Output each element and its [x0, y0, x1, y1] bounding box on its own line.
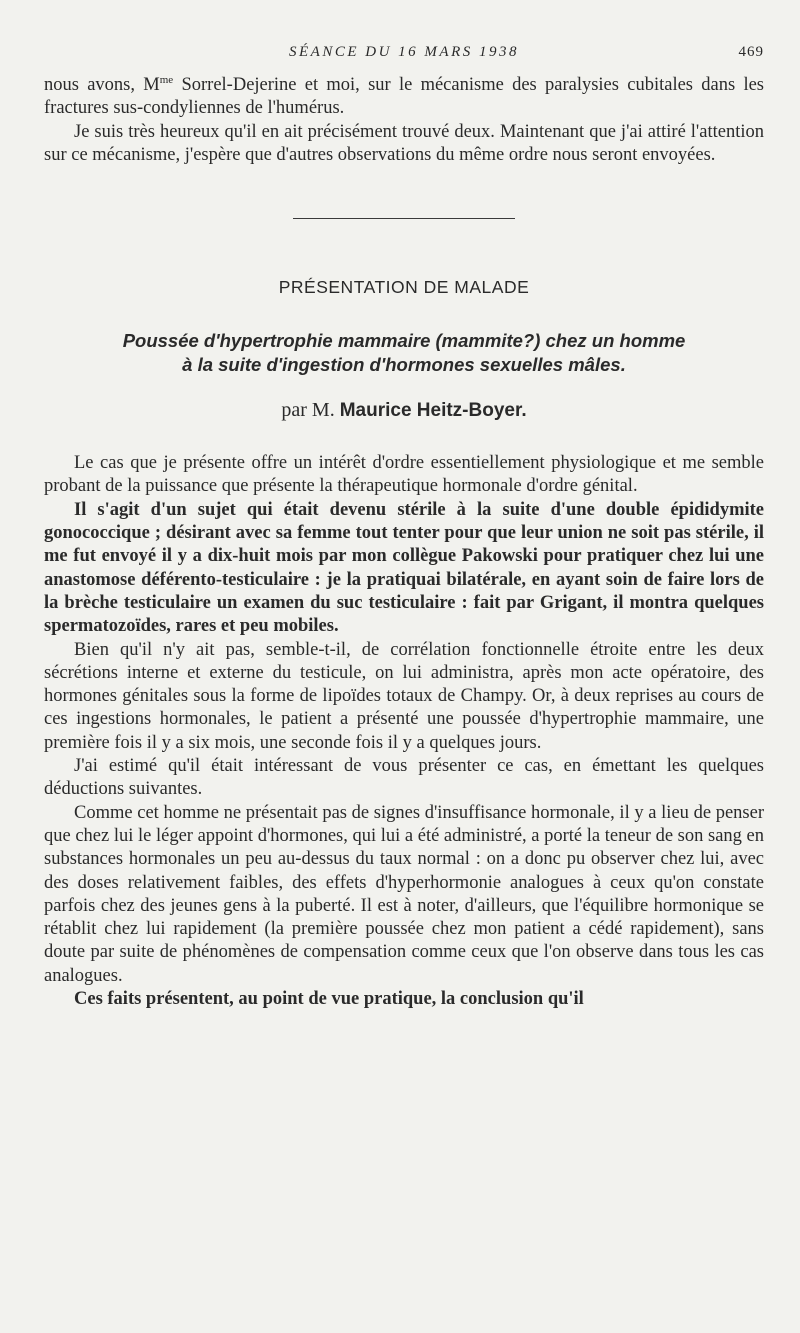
document-page — [44, 44, 764, 1011]
intro-paragraph-2: Je suis très heureux qu'il en ait précisément trouvé deux. Maintenant que j'ai attiré l'attention sur ce mécanisme, j'espère que d'autres observations du même ordre nous seront envoyées. — [44, 121, 764, 165]
body-paragraph: Bien qu'il n'y ait pas, semble-t-il, de corrélation fonctionnelle étroite entre les deux sécrétions interne et externe du testicule, on lui administra, après mon acte opératoire, des hormones génitales sous la forme de lipoïdes totaux de Champy. Or, à deux reprises au cours de ces ingestions hormonales, le patient a présenté une poussée d'hypertrophie mammaire, une première fois il y a six mois, une seconde fois il y a quelques jours. — [44, 639, 764, 753]
body-paragraph: Il s'agit d'un sujet qui était devenu stérile à la suite d'une double épididymite gonococcique ; désirant avec sa femme tout tenter pour que leur union ne soit pas stérile, il me fut envoyé il y a dix-huit mois par mon collègue Pakowski pour pratiquer chez lui une anastomose déférento-testiculaire : je la pratiquai bilatérale, en ayant soin de faire lors de la brèche testiculaire un examen du suc testiculaire : fait par Grigant, il montra quelques spermatozoïdes, rares et peu mobiles. — [44, 499, 764, 637]
byline-prefix: par M. — [281, 399, 340, 422]
body-paragraph: J'ai estimé qu'il était intéressant de vous présenter ce cas, en émettant les quelques déductions suivantes. — [44, 756, 764, 800]
running-head — [44, 44, 764, 70]
superscript: me — [159, 73, 174, 86]
body-paragraph: Le cas que je présente offre un intérêt d'ordre essentiellement physiologique et me semble probant de la puissance que présente la thérapeutique hormonale d'ordre génital. — [44, 453, 764, 497]
body-paragraph: Comme cet homme ne présentait pas de signes d'insuffisance hormonale, il y a lieu de penser que chez lui le léger appoint d'hormones, qui lui a été administré, a porté la teneur de son sang en substances hormonales un peu au-dessus du taux normal : on a donc pu observer chez lui, avec des doses relativement faibles, des effets d'hyperhormonie analogues à ceux qu'on constate parfois chez des jeunes gens à la puberté. Il est à noter, d'ailleurs, que l'équilibre hormonique se rétablit chez lui rapidement (la première poussée chez mon patient a cédé rapidement), sans doute par suite de phénomènes de compensation comme ceux que l'on observe dans tous les cas analogues. — [44, 802, 764, 986]
section-divider — [293, 218, 515, 219]
body-paragraph: Ces faits présentent, au point de vue pratique, la conclusion qu'il — [74, 989, 584, 1010]
article-title — [44, 329, 764, 377]
running-head-title: SÉANCE DU 16 MARS 1938 — [289, 44, 519, 60]
article-title-line-2: à la suite d'ingestion d'hormones sexuelles mâles. — [182, 354, 626, 376]
article-title-line-1: Poussée d'hypertrophie mammaire (mammite?) chez un homme — [122, 330, 686, 352]
intro-text: Sorrel-Dejerine et moi, sur le mécanisme des paralysies cubitales dans les fractures sus-condyliennes de l'humérus. — [44, 75, 764, 119]
section-heading: PRÉSENTATION DE MALADE — [278, 277, 530, 298]
byline — [44, 399, 764, 422]
author-name: Maurice Heitz-Boyer. — [339, 400, 527, 422]
intro-paragraph-1 — [44, 74, 764, 121]
page-number: 469 — [738, 44, 764, 60]
intro-text: nous avons, M — [44, 75, 160, 95]
